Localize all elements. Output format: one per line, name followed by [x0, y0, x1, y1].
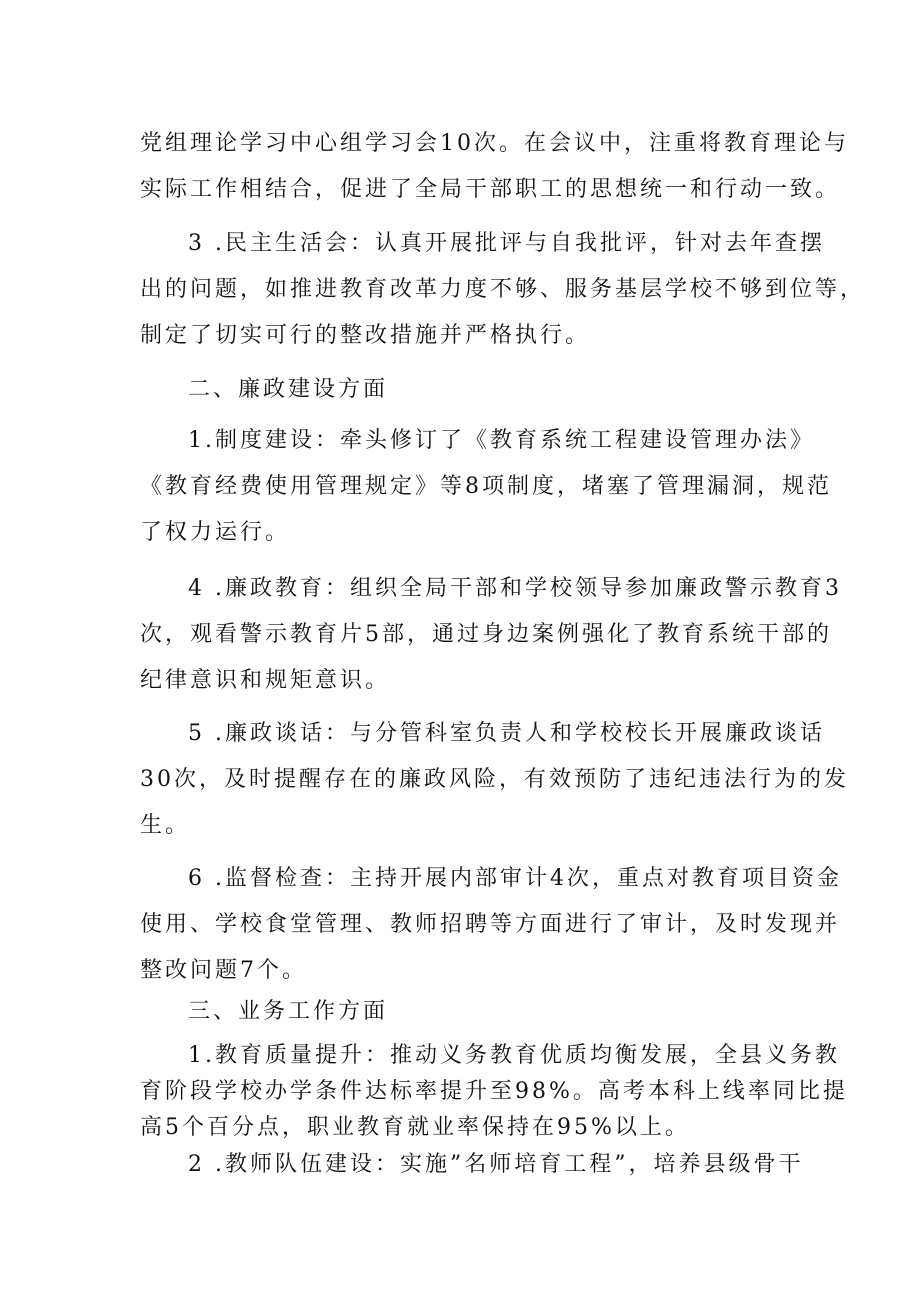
text-line: 4 .廉政教育：组织全局干部和学校领导参加廉政警示教育3: [188, 576, 842, 601]
text-line: 2 .教师队伍建设：实施”名师培育工程”，培养县级骨干: [188, 1152, 804, 1177]
text-line: 1.制度建设：牵头修订了《教育系统工程建设管理办法》: [188, 428, 815, 453]
text-line: 1.教育质量提升：推动义务教育优质均衡发展，全县义务教: [188, 1043, 840, 1068]
text-line: 30次，及时提醒存在的廉政风险，有效预防了违纪违法行为的发: [140, 767, 849, 792]
paragraph-system-building: [140, 418, 832, 556]
text-line: 生。: [140, 813, 191, 838]
paragraph-supervision-inspection: [140, 856, 842, 994]
paragraph-education-quality: [140, 1038, 848, 1146]
text-line: 次，观看警示教育片5部，通过身边案例强化了教育系统干部的: [140, 622, 832, 647]
text-line: 纪律意识和规矩意识。: [140, 668, 391, 693]
heading-text: 三、业务工作方面: [188, 999, 389, 1024]
text-line: 出的问题，如推进教育改革力度不够、服务基层学校不够到位等，: [140, 277, 866, 302]
paragraph-democratic-life-meeting: [140, 221, 866, 359]
text-line: 实际工作相结合，促进了全局干部职工的思想统一和行动一致。: [140, 177, 841, 202]
text-line: 3 .民主生活会：认真开展批评与自我批评，针对去年查摆: [188, 231, 825, 256]
paragraph-teacher-team: [140, 1142, 804, 1188]
text-line: 6 .监督检查：主持开展内部审计4次，重点对教育项目资金: [188, 866, 842, 891]
text-line: 了权力运行。: [140, 520, 291, 545]
text-line: 使用、学校食堂管理、教师招聘等方面进行了审计，及时发现并: [140, 912, 841, 937]
heading-text: 二、廉政建设方面: [188, 377, 389, 402]
section-heading-integrity: [140, 367, 790, 413]
text-line: 制定了切实可行的整改措施并严格执行。: [140, 323, 591, 348]
text-line: 育阶段学校办学条件达标率提升至98%。高考本科上线率同比提: [140, 1079, 848, 1104]
text-line: 党组理论学习中心组学习会10次。在会议中，注重将教育理论与: [140, 131, 849, 156]
paragraph-study-meetings: [140, 121, 849, 213]
text-line: 5 .廉政谈话：与分管科室负责人和学校校长开展廉政谈话: [188, 721, 825, 746]
text-line: 整改问题7个。: [140, 958, 307, 983]
section-heading-business: [140, 989, 790, 1035]
text-line: 《教育经费使用管理规定》等8项制度，堵塞了管理漏洞，规范: [140, 474, 832, 499]
paragraph-integrity-education: [140, 566, 842, 704]
paragraph-integrity-talks: [140, 711, 849, 849]
text-line: 高5个百分点，职业教育就业率保持在95%以上。: [140, 1115, 690, 1140]
